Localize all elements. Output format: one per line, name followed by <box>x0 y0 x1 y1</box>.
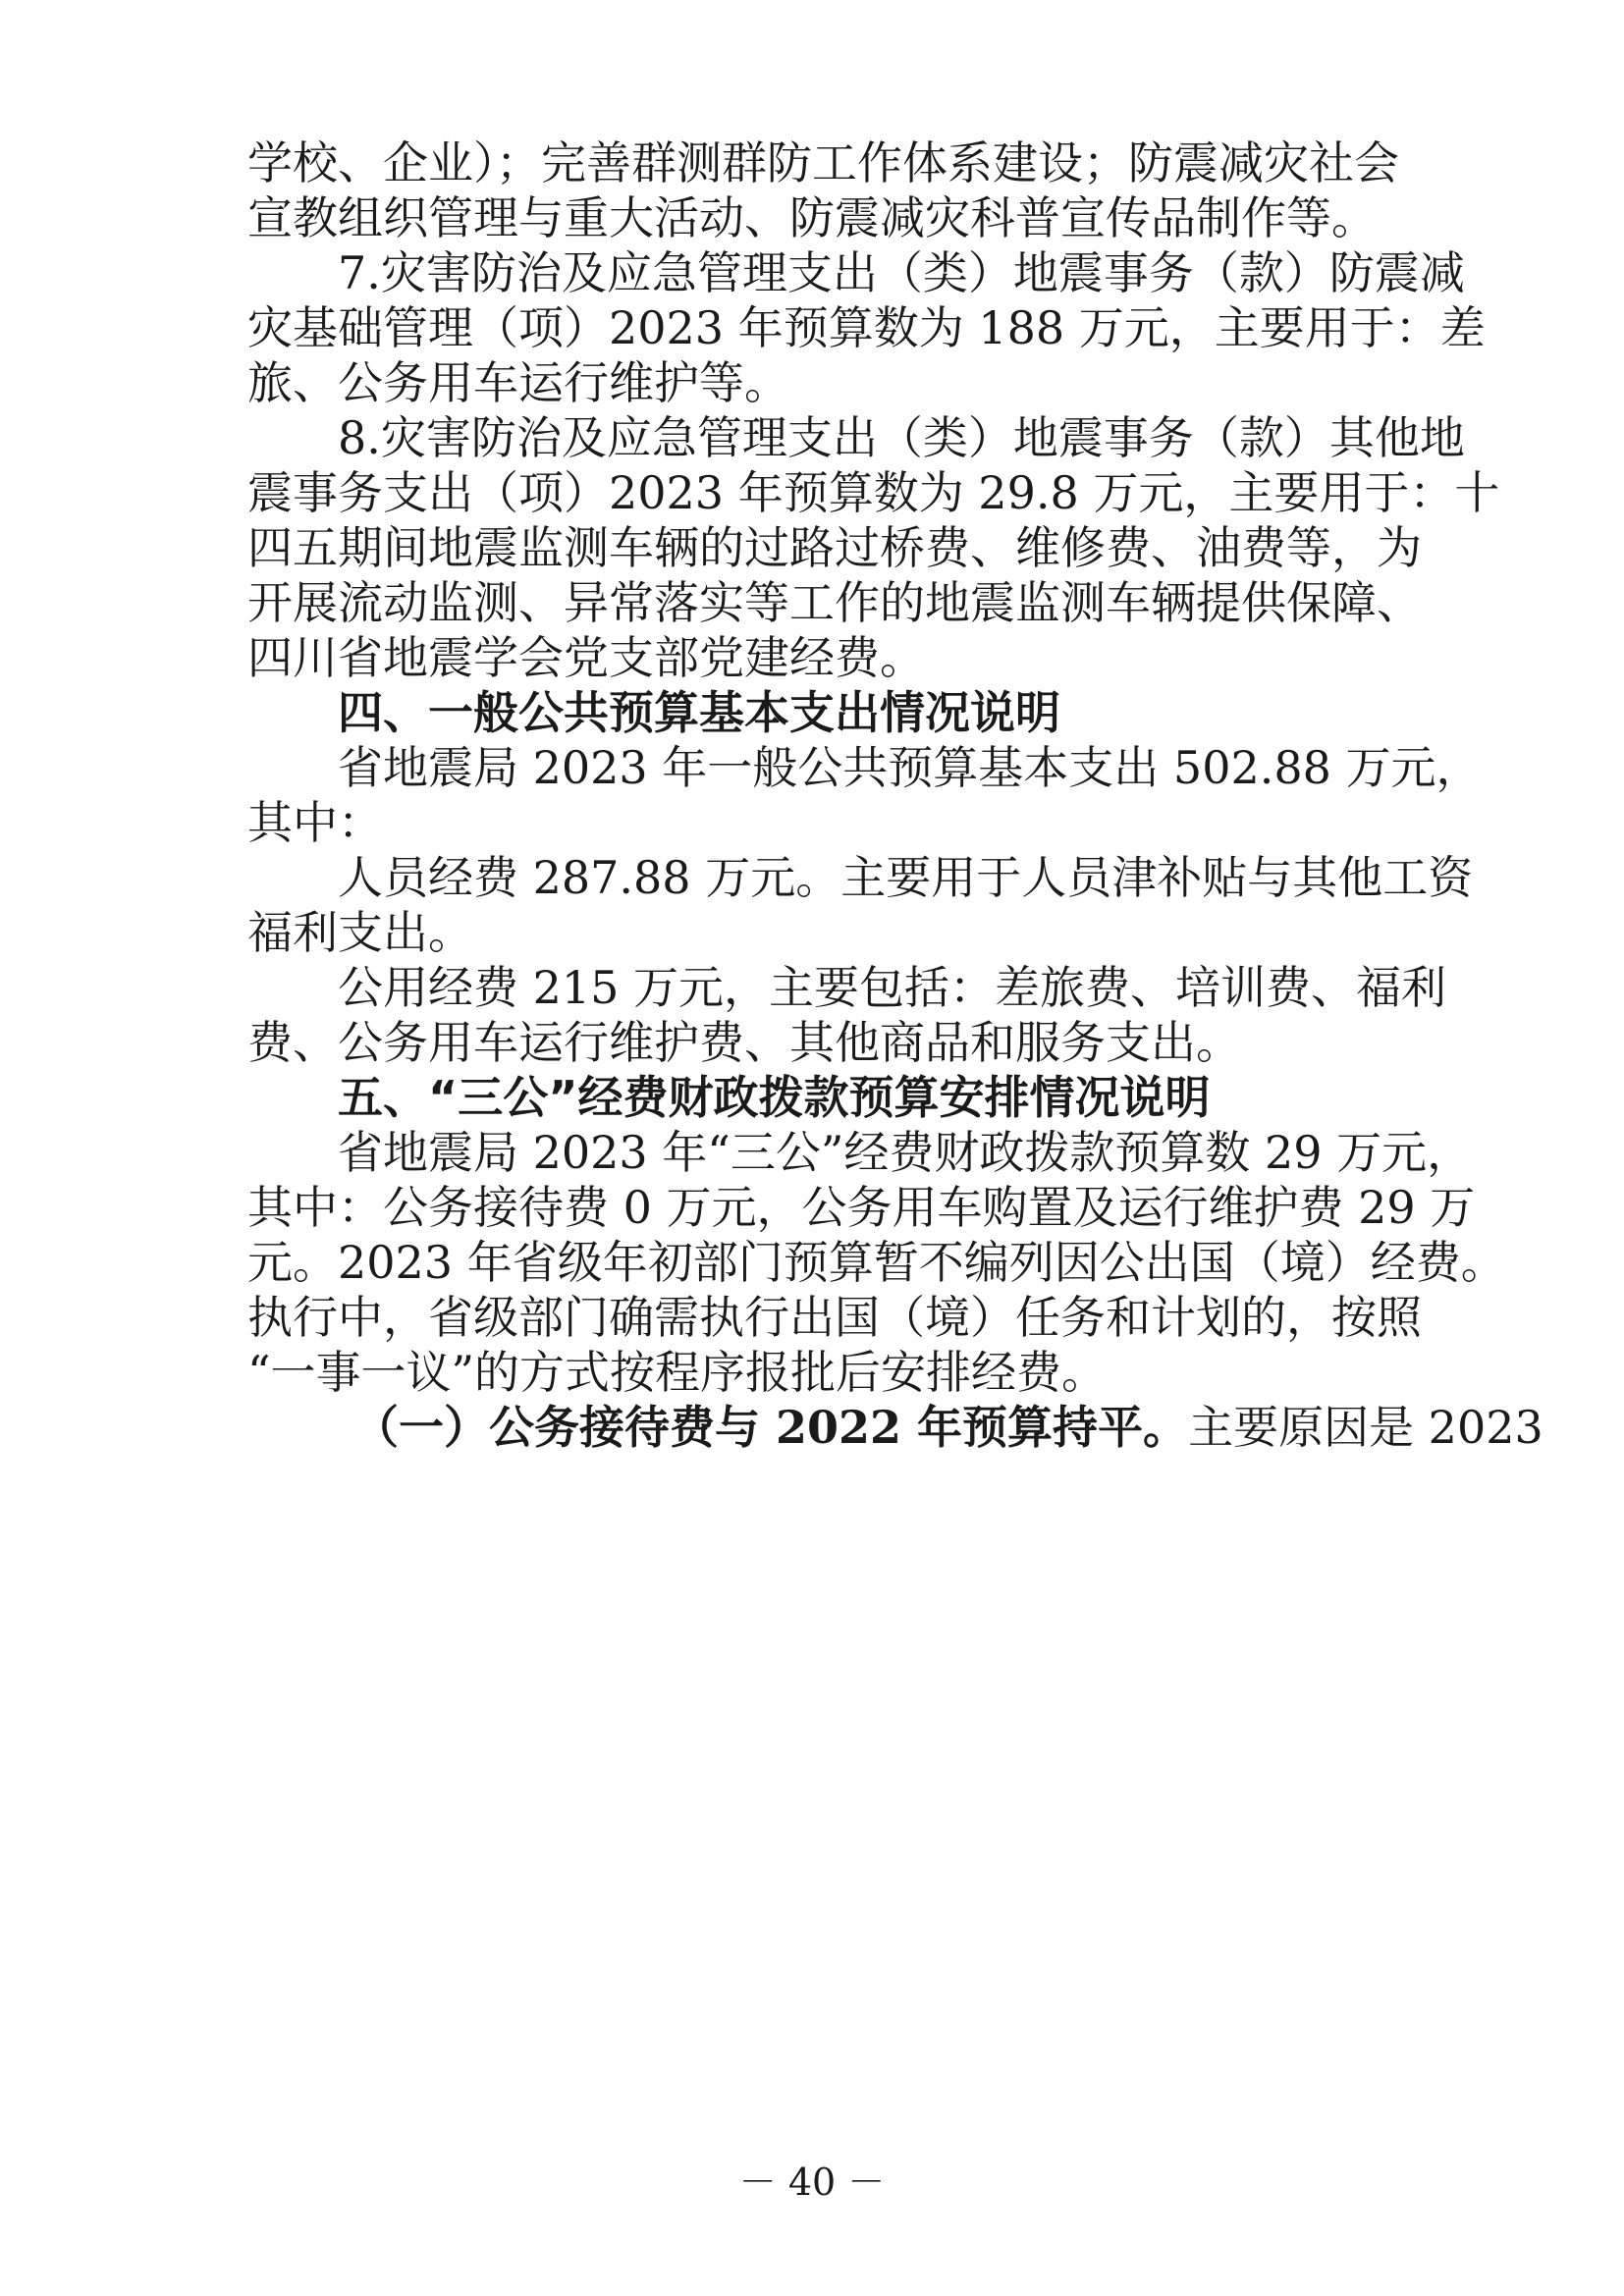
text-line: 省地震局 2023 年一般公共预算基本支出 502.88 万元， <box>338 741 1482 794</box>
section-heading: 四、一般公共预算基本支出情况说明 <box>338 686 1060 739</box>
text-line: 旅、公务用车运行维护等。 <box>247 356 789 409</box>
text-line: 福利支出。 <box>247 906 473 959</box>
text-line: “一事一议”的方式按程序报批后安排经费。 <box>247 1346 1108 1399</box>
text-line: 公用经费 215 万元，主要包括：差旅费、培训费、福利 <box>338 961 1447 1014</box>
text-line: 其中：公务接待费 0 万元，公务用车购置及运行维护费 29 万 <box>247 1181 1476 1234</box>
subsection-line <box>353 1396 1543 1459</box>
text-line: 7.灾害防治及应急管理支出（类）地震事务（款）防震减 <box>338 246 1465 299</box>
text-line: 学校、企业）；完善群测群防工作体系建设；防震减灾社会 <box>247 136 1399 189</box>
text-line: 人员经费 287.88 万元。主要用于人员津补贴与其他工资 <box>338 851 1474 904</box>
page-number: － 40 － <box>738 2161 886 2204</box>
text-line: 灾基础管理（项）2023 年预算数为 188 万元，主要用于：差 <box>247 301 1486 354</box>
text-line: 四川省地震学会党支部党建经费。 <box>247 631 925 684</box>
text-line: 震事务支出（项）2023 年预算数为 29.8 万元，主要用于：十 <box>247 466 1500 519</box>
text-line: 执行中，省级部门确需执行出国（境）任务和计划的，按照 <box>247 1291 1422 1344</box>
subsection-text: 主要原因是 2023 <box>1188 1401 1543 1454</box>
text-line: 省地震局 2023 年“三公”经费财政拨款预算数 29 万元， <box>338 1126 1473 1179</box>
text-line: 宣教组织管理与重大活动、防震减灾科普宣传品制作等。 <box>247 191 1377 244</box>
text-line: 其中： <box>247 796 383 849</box>
text-line: 四五期间地震监测车辆的过路过桥费、维修费、油费等，为 <box>247 521 1422 574</box>
subsection-heading: （一）公务接待费与 2022 年预算持平。 <box>353 1401 1189 1454</box>
section-heading: 五、“三公”经费财政拨款预算安排情况说明 <box>338 1071 1211 1124</box>
text-line: 费、公务用车运行维护费、其他商品和服务支出。 <box>247 1016 1241 1069</box>
text-line: 元。2023 年省级年初部门预算暂不编列因公出国（境）经费。 <box>247 1236 1506 1289</box>
text-line: 8.灾害防治及应急管理支出（类）地震事务（款）其他地 <box>338 411 1465 464</box>
text-line: 开展流动监测、异常落实等工作的地震监测车辆提供保障、 <box>247 576 1422 629</box>
